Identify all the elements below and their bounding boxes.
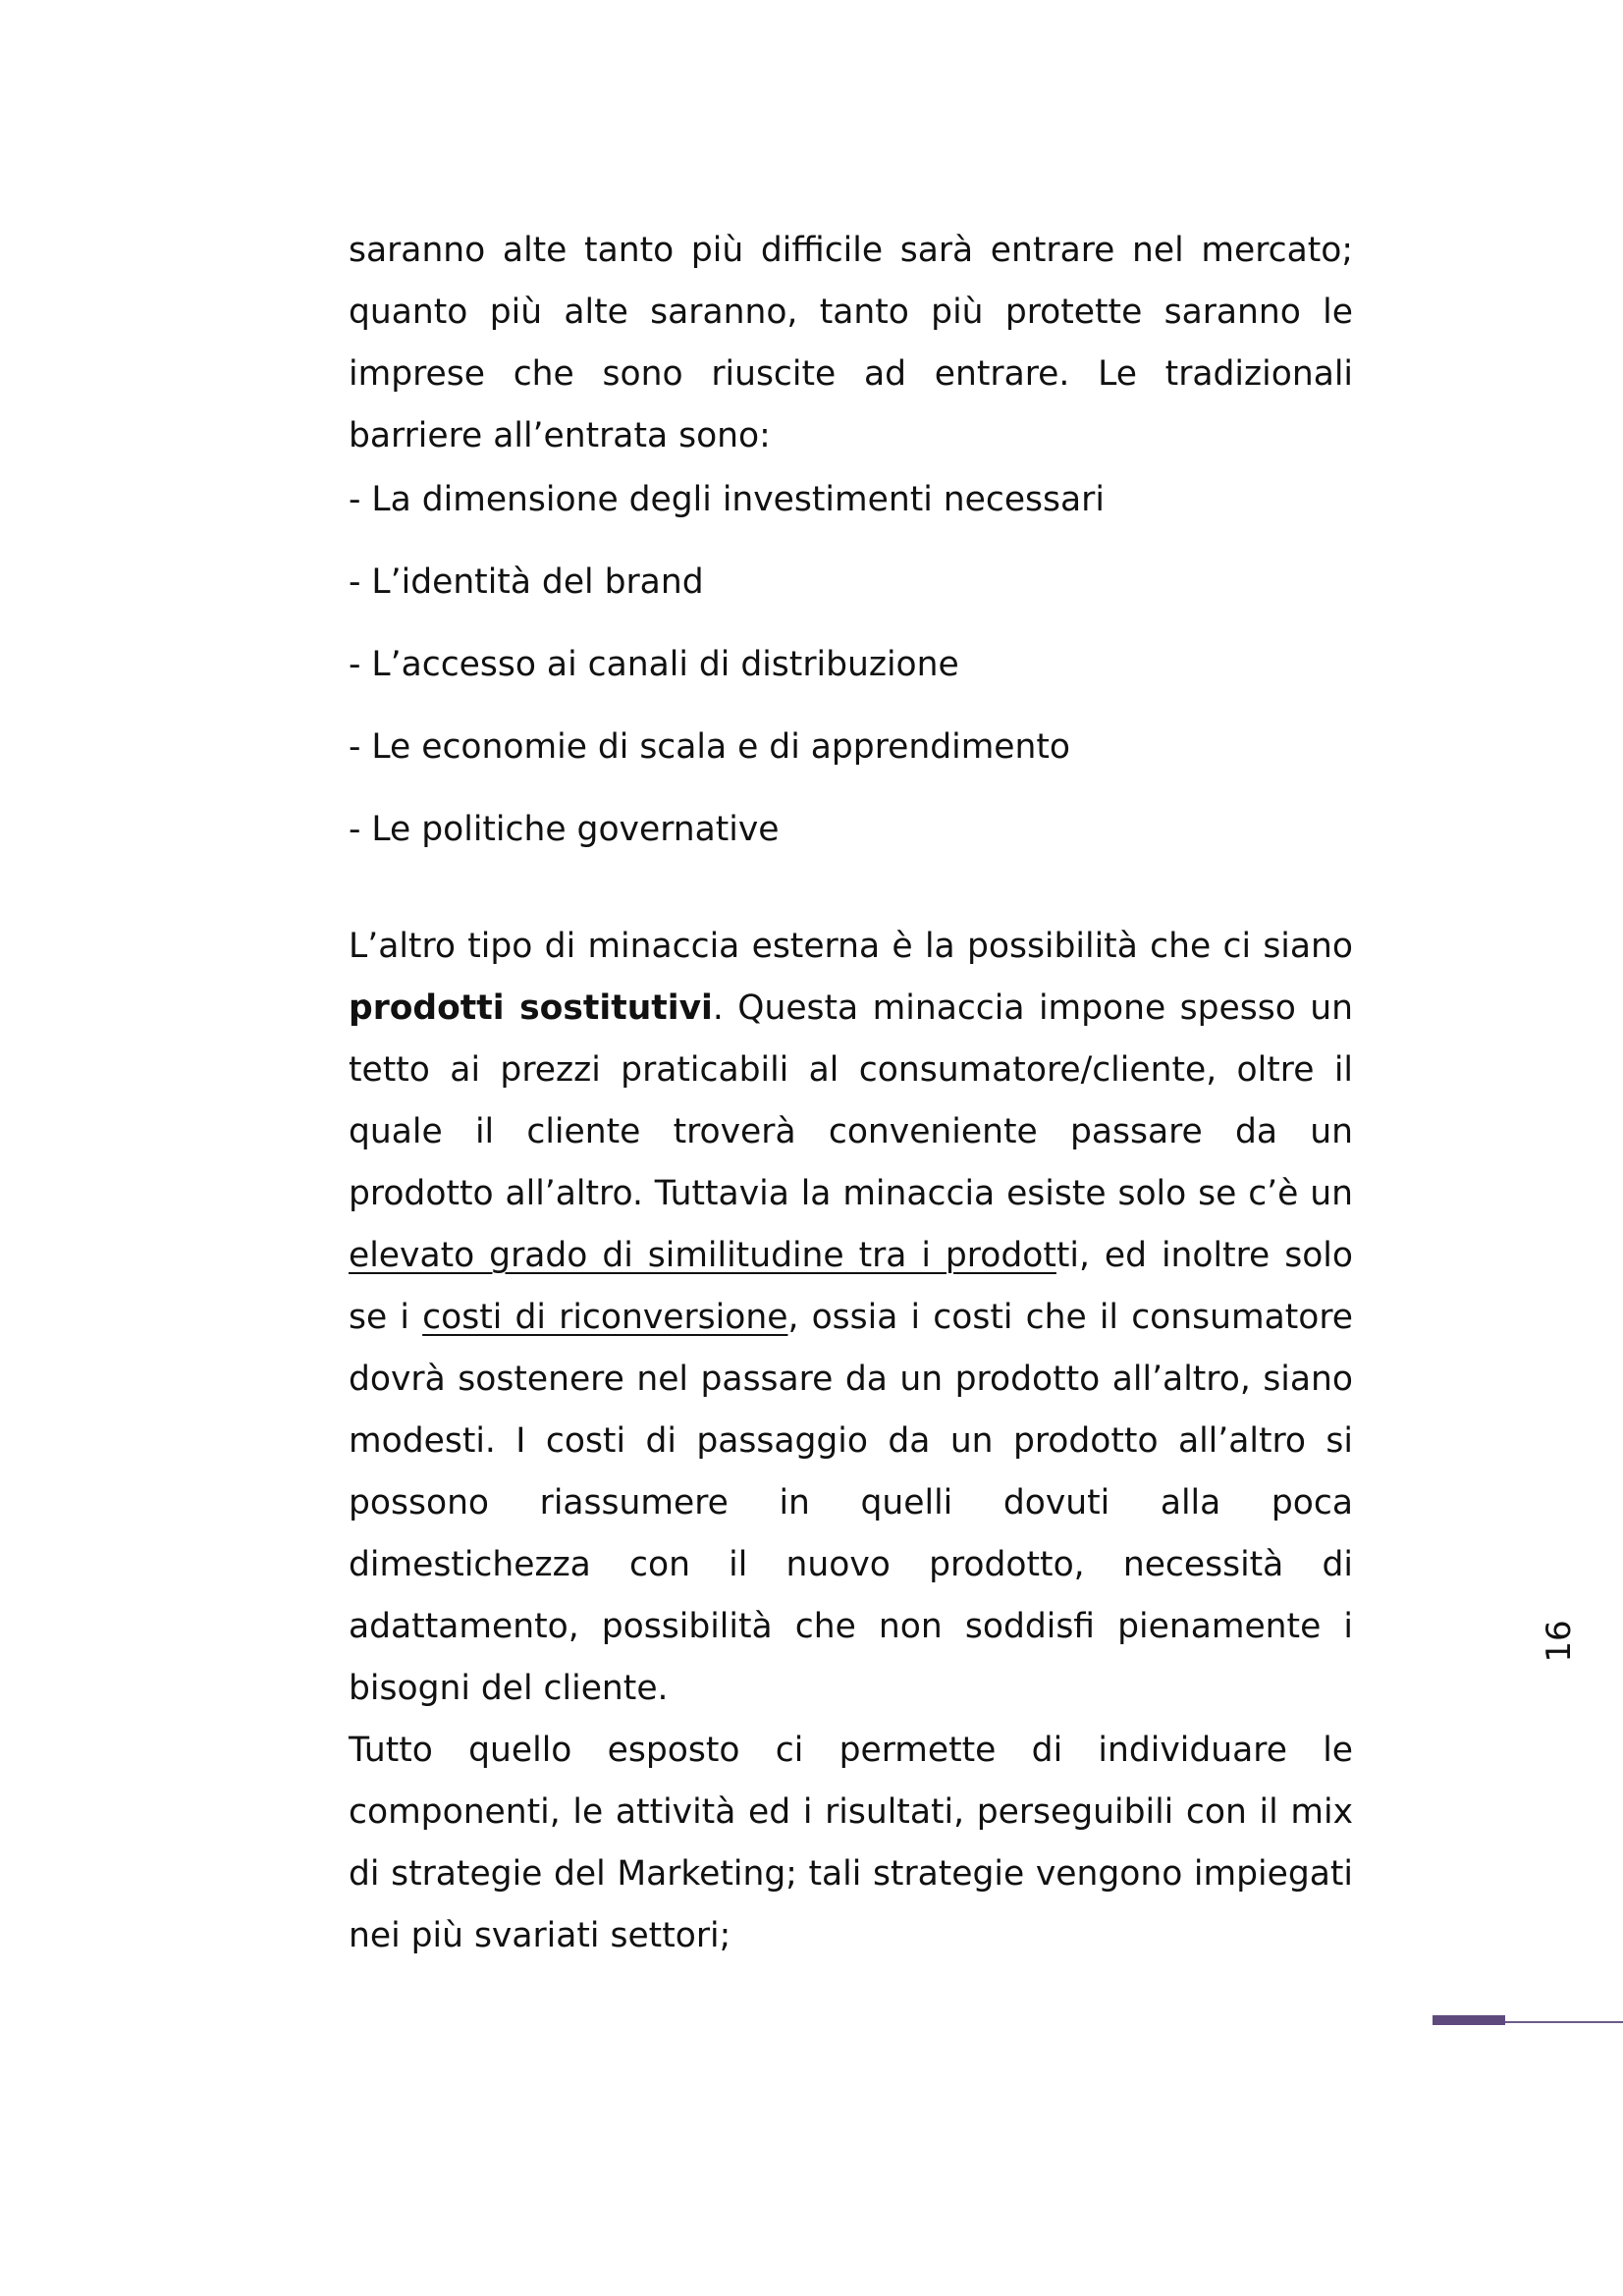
- list-item: - Le economie di scala e di apprendimento: [349, 727, 1071, 767]
- list-item: - L’accesso ai canali di distribuzione: [349, 645, 959, 684]
- intro-text: saranno alte tanto più difficile sarà entrare nel mercato; quanto più alte saranno, tanto più protette saranno le imprese che sono riuscite ad entrare. Le tradizionali barriere all’entrata sono:: [349, 231, 1353, 455]
- substitutes-text-2: . Questa minaccia impone spesso un tetto ai prezzi praticabili al consumatore/cliente, oltre il quale il cliente troverà conveniente passare da un prodotto all’altro. Tuttavia la minaccia esiste solo se c’è un: [349, 988, 1354, 1213]
- substitutes-bold-term: prodotti sostitutivi: [349, 988, 713, 1028]
- substitutes-section: [349, 916, 1353, 1967]
- barriers-list: [349, 469, 1353, 881]
- intro-paragraph: [349, 220, 1353, 467]
- footer-rule-accent: [1433, 2015, 1505, 2025]
- substitutes-paragraph: [349, 916, 1353, 1720]
- list-item: - La dimensione degli investimenti necessari: [349, 480, 1105, 519]
- conclusion-paragraph: Tutto quello esposto ci permette di individuare le componenti, le attività ed i risultati, perseguibili con il mix di strategie del Marketing; tali strategie vengono impiegati nei più svariati settori;: [349, 1731, 1353, 1955]
- substitutes-text-3: ti, ed inoltre solo se i: [349, 1236, 1353, 1337]
- substitutes-underline-costs: costi di riconversione: [422, 1298, 788, 1337]
- substitutes-text-4: , ossia i costi che il consumatore dovrà sostenere nel passare da un prodotto all’altro, siano modesti. I costi di passaggio da un prodotto all’altro si possono riassumere in quelli dovuti alla poca dimestichezza con il nuovo prodotto, necessità di adattamento, possibilità che non soddisfi pienamente i bisogni del cliente.: [349, 1298, 1354, 1708]
- list-item: - L’identità del brand: [349, 562, 704, 602]
- substitutes-underline-similarity: elevato grado di similitudine tra i prodot: [349, 1236, 1056, 1275]
- page-number: 16: [1540, 1620, 1579, 1663]
- substitutes-text-1: L’altro tipo di minaccia esterna è la possibilità che ci siano: [349, 927, 1353, 966]
- list-item: - Le politiche governative: [349, 810, 780, 849]
